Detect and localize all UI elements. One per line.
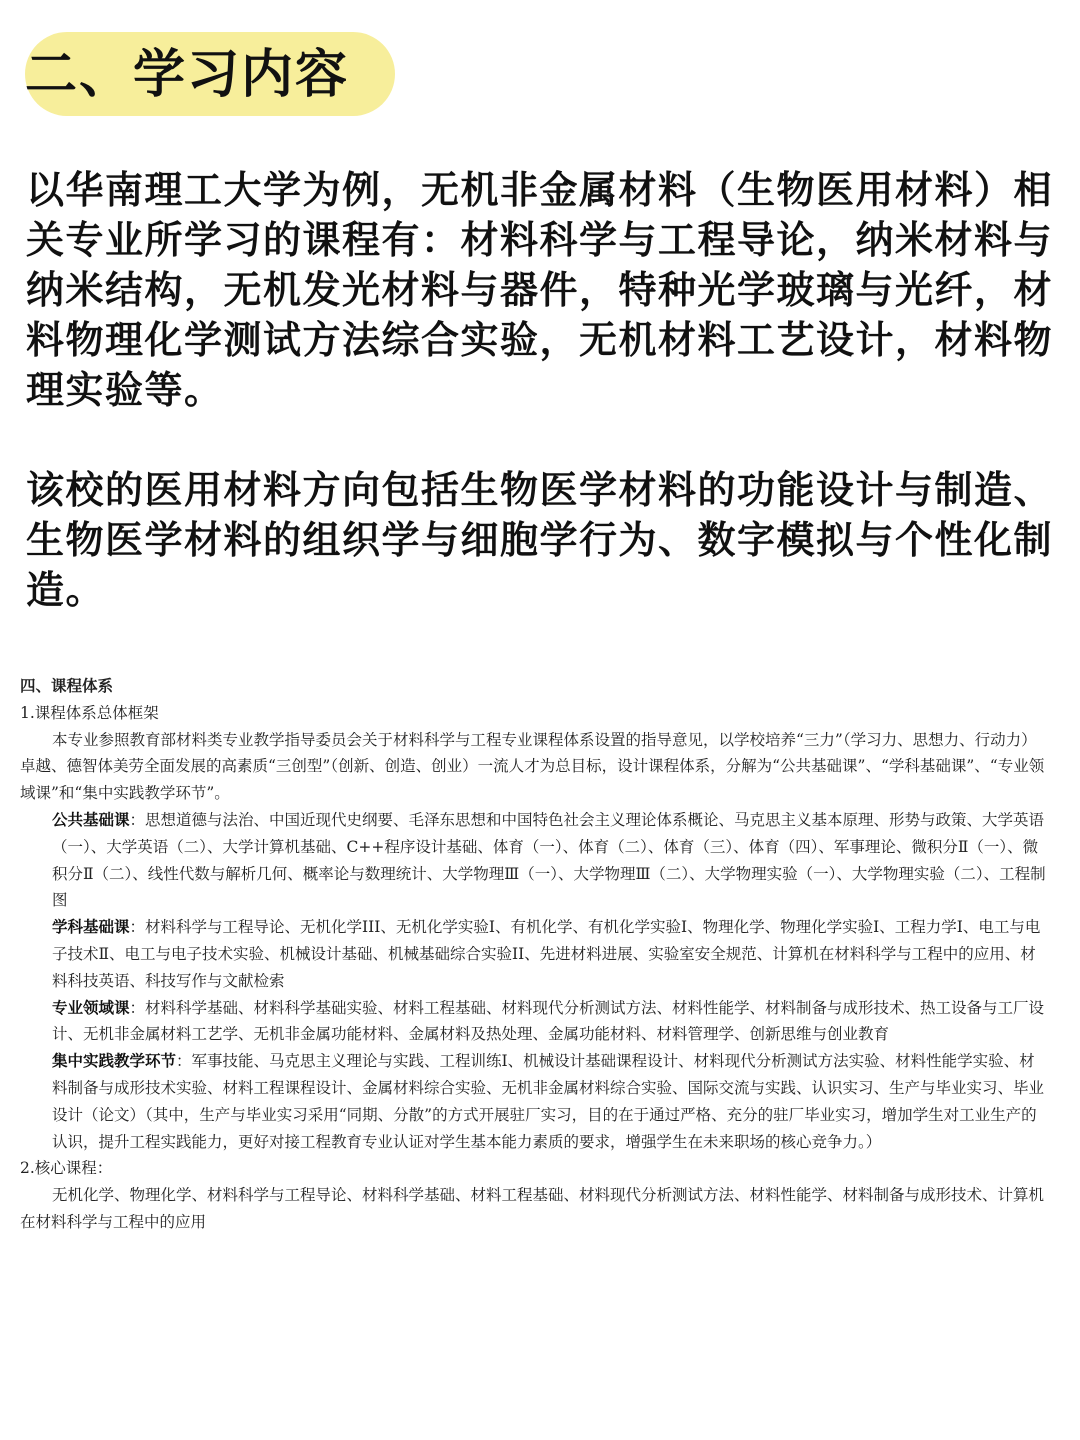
practice-text: ：军事技能、马克思主义理论与实践、工程训练Ⅰ、机械设计基础课程设计、材料现代分析测试方法实验、材料性能学实验、材料制备与成形技术实验、材料工程课程设计、金属材料综合实验、无机非金属材料综合实验、国际交流与实践、认识实习、生产与毕业实习、毕业设计（论文）（其中，生产与毕业实习采用“同期、分散”的方式开展驻厂实习，目的在于通过严格、充分的驻厂毕业实习，增加学生对工业生产的认识，提升工程实践能力，更好对接工程教育专业认证对学生基本能力素质的要求，增强学生在未来职场的核心竞争力。）	[52, 1052, 1045, 1151]
practice-paragraph	[20, 1048, 1050, 1155]
core-courses-paragraph: 无机化学、物理化学、材料科学与工程导论、材料科学基础、材料工程基础、材料现代分析测试方法、材料性能学、材料制备与成形技术、计算机在材料科学与工程中的应用	[20, 1186, 1045, 1231]
public-courses-paragraph	[20, 807, 1050, 914]
specialty-courses-paragraph	[20, 995, 1050, 1049]
specialty-courses-label: 专业领域课	[52, 997, 130, 1017]
intro-paragraph-direction: 该校的医用材料方向包括生物医学材料的功能设计与制造、生物医学材料的组织学与细胞学行为、数字模拟与个性化制造。	[26, 468, 1054, 612]
subsection-heading-core: 2.核心课程：	[20, 1159, 113, 1178]
discipline-courses-text: ：材料科学与工程导论、无机化学III、无机化学实验I、有机化学、有机化学实验I、物理化学、物理化学实验I、工程力学I、电工与电子技术Ⅱ、电工与电子技术实验、机械设计基础、机械基础综合实验II、先进材料进展、实验室安全规范、计算机在材料科学与工程中的应用、材料科技英语、科技写作与文献检索	[52, 918, 1041, 990]
page-title: 二、学习内容	[25, 45, 350, 105]
intro-paragraph-courses: 以华南理工大学为例，无机非金属材料（生物医用材料）相关专业所学习的课程有：材料科学与工程导论，纳米材料与纳米结构，无机发光材料与器件，特种光学玻璃与光纤，材料物理化学测试方法综合实验，无机材料工艺设计，材料物理实验等。	[26, 168, 1054, 412]
curriculum-document	[20, 673, 1050, 1236]
specialty-courses-text: ：材料科学基础、材料科学基础实验、材料工程基础、材料现代分析测试方法、材料性能学、材料制备与成形技术、热工设备与工厂设计、无机非金属材料工艺学、无机非金属功能材料、金属材料及热处理、金属功能材料、材料管理学、创新思维与创业教育	[52, 998, 1045, 1044]
discipline-courses-label: 学科基础课	[52, 917, 130, 937]
subsection-heading-framework: 1.课程体系总体框架	[20, 703, 159, 722]
discipline-courses-paragraph	[20, 914, 1050, 994]
practice-label: 集中实践教学环节	[52, 1051, 177, 1071]
public-courses-label: 公共基础课	[52, 809, 130, 829]
framework-paragraph: 本专业参照教育部材料类专业教学指导委员会关于材料科学与工程专业课程体系设置的指导意见，以学校培养“三力”（学习力、思想力、行动力）卓越、德智体美劳全面发展的高素质“三创型”（创新、创造、创业）一流人才为总目标，设计课程体系，分解为“公共基础课”、“学科基础课”、“专业领域课”和“集中实践教学环节”。	[20, 730, 1045, 803]
section-heading: 四、课程体系	[20, 676, 114, 695]
public-courses-text: ：思想道德与法治、中国近现代史纲要、毛泽东思想和中国特色社会主义理论体系概论、马克思主义基本原理、形势与政策、大学英语（一）、大学英语（二）、大学计算机基础、C++程序设计基础、体育（一）、体育（二）、体育（三）、体育（四）、军事理论、微积分Ⅱ（一）、微积分Ⅱ（二）、线性代数与解析几何、概率论与数理统计、大学物理Ⅲ（一）、大学物理Ⅲ（二）、大学物理实验（一）、大学物理实验（二）、工程制图	[52, 810, 1046, 910]
